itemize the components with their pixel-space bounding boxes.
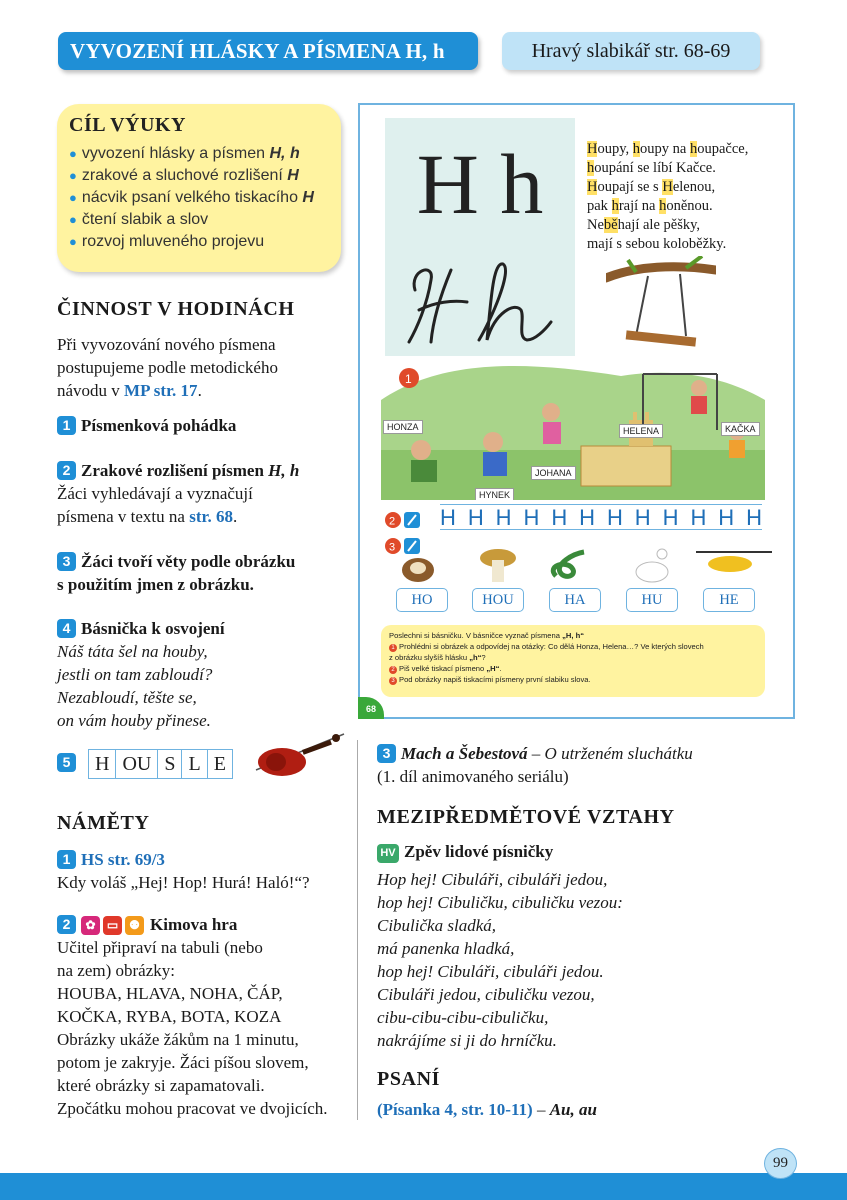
poem-text: oněnou. — [666, 198, 713, 214]
highlighted-letter: H — [662, 179, 673, 195]
activity-5 — [57, 749, 233, 779]
h-writing-row: H H H H H H H H H H H H — [440, 505, 762, 530]
poem-text: oupají se s — [597, 179, 663, 195]
letter-box: OU — [116, 749, 158, 779]
activity-2: 2 Zrakové rozlišení písmen H, h Žáci vyhledávají a vyznačují písmena v textu na str. 68. — [57, 461, 300, 526]
textbook-reference: Hravý slabikář str. 68-69 — [502, 32, 760, 70]
poem-line — [587, 216, 787, 235]
swing-illustration — [606, 256, 716, 352]
goal-box — [57, 104, 341, 272]
idea-2: 2 ✿ ▭ ⚉ Kimova hra Učitel připraví na tabuli (nebo na zem) obrázky: HOUBA, HLAVA, NOHA, ČÁP, KOČKA, RYBA, BOTA, KOZA Obrázky ukáže žákům na 1 minutu, potom je zakryje. Žáci píšou slovem, které obrázky si zapamatovali. Zpočátku mohou pracovat ve dvojicích. — [57, 915, 328, 1118]
letter-card — [385, 118, 575, 356]
pisanka-link[interactable]: (Písanka 4, str. 10-11) — [377, 1100, 533, 1119]
syllable-box: HOU — [472, 588, 524, 612]
script-letters — [395, 250, 565, 350]
housle-word — [88, 749, 233, 779]
letter-box: S — [158, 749, 182, 779]
number-badge: 3 — [377, 744, 396, 763]
bullet-icon: ● — [69, 168, 77, 183]
writing-line: (Písanka 4, str. 10-11) – Au, au — [377, 1100, 597, 1119]
violin-icon — [252, 728, 348, 784]
poem-text: oupy na — [640, 141, 690, 157]
activities-intro: Při vyvozování nového písmena postupujeme podle metodického návodu v MP str. 17. — [57, 335, 278, 400]
number-badge: 4 — [57, 619, 76, 638]
poem-line — [587, 140, 787, 159]
poem-text: hají ale pěšky, — [617, 217, 701, 233]
textbook-poem — [587, 140, 787, 254]
poem-text: Ne — [587, 217, 604, 233]
column-divider — [357, 740, 358, 1120]
number-badge: 3 — [57, 552, 76, 571]
syllable-box: HA — [549, 588, 601, 612]
name-tag: HONZA — [383, 420, 423, 434]
goal-item: ● vyvození hlásky a písmen H, h — [69, 145, 300, 162]
poem-text: oupy, — [597, 141, 633, 157]
song-title: HV Zpěv lidové písničky — [377, 840, 553, 863]
syllable-box: HO — [396, 588, 448, 612]
highlighted-letter: h — [659, 198, 667, 214]
number-badge: 5 — [57, 753, 76, 772]
poem-line — [587, 235, 787, 254]
bullet-icon: ● — [69, 146, 77, 161]
task-number-icon: 2 — [389, 666, 397, 674]
task-number-icon: 1 — [389, 644, 397, 652]
textbook-page-number: 68 — [358, 697, 384, 719]
bullet-icon: ● — [69, 212, 77, 227]
print-letters: H h — [416, 136, 544, 232]
poem-text: mají s sebou koloběžky. — [587, 236, 727, 252]
highlighted-letter: H — [587, 141, 598, 157]
letter-box: E — [208, 749, 233, 779]
poem-text: oupačce, — [697, 141, 749, 157]
letter-box: L — [182, 749, 207, 779]
hs-link[interactable]: HS str. 69/3 — [81, 850, 165, 869]
cross-subject-heading: MEZIPŘEDMĚTOVÉ VZTAHY — [377, 806, 675, 828]
music-badge: HV — [377, 844, 399, 863]
goal-item: ● čtení slabik a slov — [69, 211, 209, 228]
poem-line — [587, 178, 787, 197]
bullet-icon: ● — [69, 234, 77, 249]
task-box: Poslechni si básničku. V básničce vyznač písmena „H, h“ 1 Prohlédni si obrázek a odpovídej na otázky: Co dělá Honza, Helena…? Ve kterých slovech z obrázku slyšíš hlásku „h“? 2 Piš velké tiskací písmeno „H“. 3 Pod obrázky napiš tiskacími písmeny první slabiku slova. — [381, 625, 765, 697]
goal-item: ● rozvoj mluveného projevu — [69, 233, 265, 250]
picture-row — [396, 546, 776, 586]
name-tag: KAČKA — [721, 422, 760, 436]
group-icon: ✿ — [81, 916, 100, 935]
activities-heading: ČINNOST V HODINÁCH — [57, 298, 295, 320]
right-item-3: 3 Mach a Šebestová – O utrženém sluchátku (1. díl animovaného seriálu) — [377, 744, 693, 786]
bullet-icon: ● — [69, 190, 77, 205]
pair-icon: ⚉ — [125, 916, 144, 935]
svg-text:1: 1 — [405, 372, 412, 386]
highlighted-letter: H — [587, 179, 598, 195]
poem-text: elenou, — [672, 179, 716, 195]
goal-list — [69, 143, 341, 253]
poem-text: oupání se líbí Kačce. — [594, 160, 716, 176]
number-badge: 1 — [57, 416, 76, 435]
highlighted-letter: h — [587, 160, 595, 176]
page-number: 99 — [764, 1148, 797, 1179]
poem-text: rají na — [618, 198, 660, 214]
activity-3: 3 Žáci tvoří věty podle obrázku s použitím jmen z obrázku. — [57, 552, 296, 594]
number-badge: 2 — [57, 461, 76, 480]
writing-heading: PSANÍ — [377, 1068, 441, 1090]
mp-link[interactable]: MP str. 17 — [124, 381, 198, 400]
letter-box: H — [88, 749, 116, 779]
idea-1: 1 HS str. 69/3 Kdy voláš „Hej! Hop! Hurá! Haló!“? — [57, 850, 310, 892]
poem-text: pak — [587, 198, 612, 214]
number-badge: 1 — [57, 850, 76, 869]
poem-line — [587, 197, 787, 216]
highlighted-letter: h — [632, 141, 641, 157]
board-icon: ▭ — [103, 916, 122, 935]
page-title: VYVOZENÍ HLÁSKY A PÍSMENA H, h — [58, 32, 478, 70]
page-link[interactable]: str. 68 — [189, 507, 233, 526]
goal-heading: CÍL VÝUKY — [69, 114, 186, 136]
activity-1: 1 Písmenková pohádka — [57, 414, 236, 437]
playground-scene — [381, 360, 765, 500]
goal-item: ● nácvik psaní velkého tiskacího H — [69, 189, 314, 206]
ideas-heading: NÁMĚTY — [57, 812, 150, 834]
footer-bar — [0, 1173, 847, 1200]
task-2-badges — [384, 511, 424, 529]
song-lyrics: Hop hej! Cibuláři, cibuláři jedou, hop hej! Cibuličku, cibuličku vezou: Cibulička sladká, má panenka hladká, hop hej! Cibuláři, cibuláři jedou. Cibuláři jedou, cibuličku vezou, cibu-cibu-cibu-cibuličku, nakrájíme si ji do hrníčku. — [377, 870, 623, 1050]
svg-text:2: 2 — [389, 515, 396, 528]
number-badge: 2 — [57, 915, 76, 934]
poem-line — [587, 159, 787, 178]
highlighted-letter: bě — [603, 217, 618, 233]
syllable-box: HU — [626, 588, 678, 612]
highlighted-letter: h — [611, 198, 619, 214]
goal-item: ● zrakové a sluchové rozlišení H — [69, 167, 299, 184]
task-number-icon: 3 — [389, 677, 397, 685]
syllable-box: HE — [703, 588, 755, 612]
name-tag: JOHANA — [531, 466, 576, 480]
name-tag: HELENA — [619, 424, 663, 438]
name-tag: HYNEK — [475, 488, 514, 500]
svg-text:3: 3 — [389, 541, 396, 554]
highlighted-letter: h — [689, 141, 698, 157]
activity-4: 4 Básnička k osvojení Náš táta šel na houby, jestli on tam zabloudí? Nezabloudí, těšte se, on vám houby přinese. — [57, 619, 225, 730]
